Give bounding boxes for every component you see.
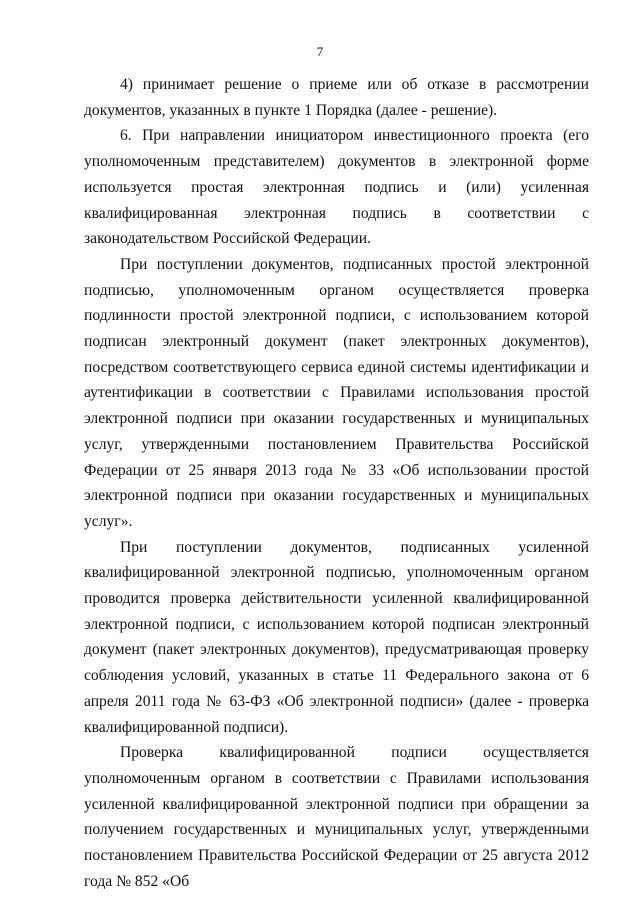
paragraph-simple-signature: При поступлении документов, подписанных простой электронной подписью, уполномоченным органом осуществляется проверка подлинности простой электронной подписи, с использованием которой подписан электронный документ (пакет электронных документов), посредством соответствующего сервиса единой системы идентификации и аутентификации в соответствии с Правилами использования простой электронной подписи при оказании государственных и муниципальных услуг, утвержденными постановлением Правительства Российской Федерации от 25 января 2013 года № 33 «Об использовании простой электронной подписи при оказании государственных и муниципальных услуг». <box>84 255 589 530</box>
document-body <box>84 72 589 895</box>
paragraph-qualified-signature: При поступлении документов, подписанных усиленной квалифицированной электронной подписью, уполномоченным органом проводится проверка действительности усиленной квалифицированной электронной подписи, с использованием которой подписан электронный документ (пакет электронных документов), предусматривающая проверку соблюдения условий, указанных в статье 11 Федерального закона от 6 апреля 2011 года № 63-ФЗ «Об электронной подписи» (далее - проверка квалифицированной подписи). <box>84 538 589 736</box>
paragraph-qualified-check: Проверка квалифицированной подписи осуществляется уполномоченным органом в соответствии с Правилами использования усиленной квалифицированной электронной подписи при обращении за получением государственных и муниципальных услуг, утвержденными постановлением Правительства Российской Федерации от 25 августа 2012 года № 852 «Об <box>84 744 589 890</box>
paragraph-section-6: 6. При направлении инициатором инвестиционного проекта (его уполномоченным представителем) документов в электронной форме используется простая электронная подпись и (или) усиленная квалифицированная электронная подпись в соответствии с законодательством Российской Федерации. <box>84 127 589 248</box>
page-number: 7 <box>316 44 324 59</box>
paragraph-item-4: 4) принимает решение о приеме или об отказе в рассмотрении документов, указанных в пункте 1 Порядка (далее - решение). <box>84 76 589 119</box>
